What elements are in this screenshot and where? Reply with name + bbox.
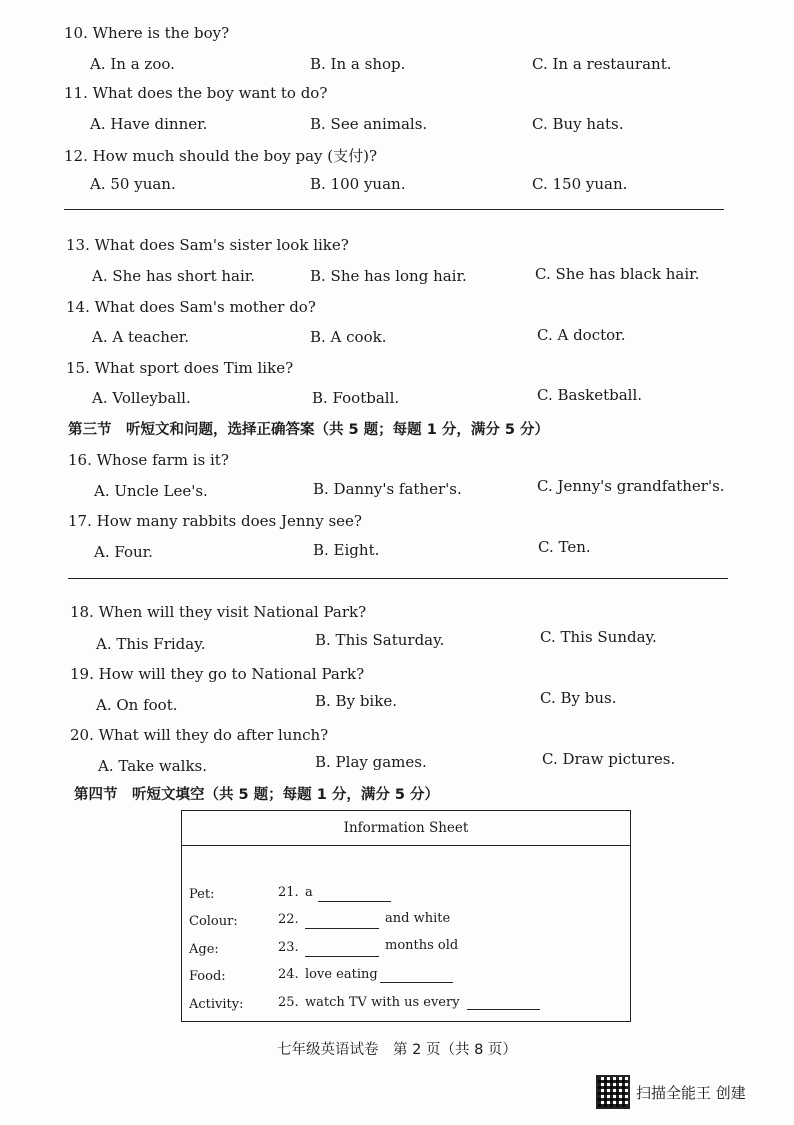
option-15-c: C. Basketball. — [537, 386, 643, 404]
sheet-text-22-post: and white — [385, 911, 451, 926]
option-20-c: C. Draw pictures. — [542, 750, 676, 768]
divider-1 — [64, 209, 724, 210]
option-12-a: A. 50 yuan. — [90, 175, 176, 193]
page-footer: 七年级英语试卷 第 2 页（共 8 页） — [277, 1042, 517, 1058]
option-18-a: A. This Friday. — [96, 635, 206, 653]
question-12: 12. How much should the boy pay (支付)? — [64, 147, 378, 165]
option-17-c: C. Ten. — [538, 538, 591, 556]
question-20: 20. What will they do after lunch? — [70, 726, 329, 744]
question-18: 18. When will they visit National Park? — [70, 603, 367, 621]
question-11: 11. What does the boy want to do? — [64, 84, 328, 102]
option-14-b: B. A cook. — [310, 328, 387, 346]
section-4-heading: 第四节 听短文填空（共 5 题；每题 1 分，满分 5 分） — [74, 787, 440, 803]
blank-24[interactable] — [380, 982, 453, 983]
sheet-number-22: 22. — [278, 912, 299, 927]
option-18-b: B. This Saturday. — [315, 631, 445, 649]
option-11-c: C. Buy hats. — [532, 115, 624, 133]
scanner-watermark — [596, 1075, 746, 1109]
option-11-a: A. Have dinner. — [90, 115, 208, 133]
option-16-c: C. Jenny's grandfather's. — [537, 477, 725, 495]
option-19-a: A. On foot. — [96, 696, 178, 714]
watermark-text: 扫描全能王 创建 — [636, 1083, 746, 1102]
question-16: 16. Whose farm is it? — [68, 451, 229, 469]
sheet-text-25-pre: watch TV with us every — [305, 995, 460, 1010]
information-sheet-title: Information Sheet — [182, 811, 630, 846]
option-14-a: A. A teacher. — [92, 328, 190, 346]
option-20-b: B. Play games. — [315, 753, 427, 771]
information-sheet — [181, 810, 631, 1022]
option-11-b: B. See animals. — [310, 115, 428, 133]
option-16-a: A. Uncle Lee's. — [94, 482, 208, 500]
sheet-text-21-pre: a — [305, 885, 313, 900]
question-15: 15. What sport does Tim like? — [66, 359, 294, 377]
sheet-number-23: 23. — [278, 940, 299, 955]
section-3-heading: 第三节 听短文和问题，选择正确答案（共 5 题；每题 1 分，满分 5 分） — [68, 422, 550, 438]
option-12-b: B. 100 yuan. — [310, 175, 406, 193]
option-15-a: A. Volleyball. — [92, 389, 191, 407]
option-16-b: B. Danny's father's. — [313, 480, 462, 498]
question-10: 10. Where is the boy? — [64, 24, 230, 42]
blank-23[interactable] — [305, 956, 379, 957]
divider-2 — [68, 578, 728, 579]
option-19-b: B. By bike. — [315, 692, 397, 710]
blank-25[interactable] — [467, 1009, 540, 1010]
question-13: 13. What does Sam's sister look like? — [66, 236, 349, 254]
blank-21[interactable] — [318, 901, 391, 902]
option-10-c: C. In a restaurant. — [532, 55, 672, 73]
sheet-label-colour: Colour: — [189, 914, 238, 929]
qr-code-icon — [596, 1075, 630, 1109]
sheet-label-pet: Pet: — [189, 887, 215, 902]
sheet-label-food: Food: — [189, 969, 226, 984]
option-14-c: C. A doctor. — [537, 326, 626, 344]
sheet-label-activity: Activity: — [189, 997, 244, 1012]
question-19: 19. How will they go to National Park? — [70, 665, 365, 683]
option-12-c: C. 150 yuan. — [532, 175, 628, 193]
option-13-a: A. She has short hair. — [92, 267, 256, 285]
option-17-b: B. Eight. — [313, 541, 380, 559]
sheet-number-25: 25. — [278, 995, 299, 1010]
option-19-c: C. By bus. — [540, 689, 617, 707]
sheet-label-age: Age: — [189, 942, 219, 957]
sheet-text-24-pre: love eating — [305, 967, 378, 982]
option-13-c: C. She has black hair. — [535, 265, 700, 283]
option-18-c: C. This Sunday. — [540, 628, 657, 646]
sheet-number-21: 21. — [278, 885, 299, 900]
option-10-a: A. In a zoo. — [90, 55, 175, 73]
option-15-b: B. Football. — [312, 389, 400, 407]
option-13-b: B. She has long hair. — [310, 267, 467, 285]
question-17: 17. How many rabbits does Jenny see? — [68, 512, 362, 530]
option-20-a: A. Take walks. — [98, 757, 208, 775]
option-10-b: B. In a shop. — [310, 55, 406, 73]
blank-22[interactable] — [305, 928, 379, 929]
sheet-number-24: 24. — [278, 967, 299, 982]
question-14: 14. What does Sam's mother do? — [66, 298, 316, 316]
option-17-a: A. Four. — [94, 543, 153, 561]
sheet-text-23-post: months old — [385, 938, 459, 953]
